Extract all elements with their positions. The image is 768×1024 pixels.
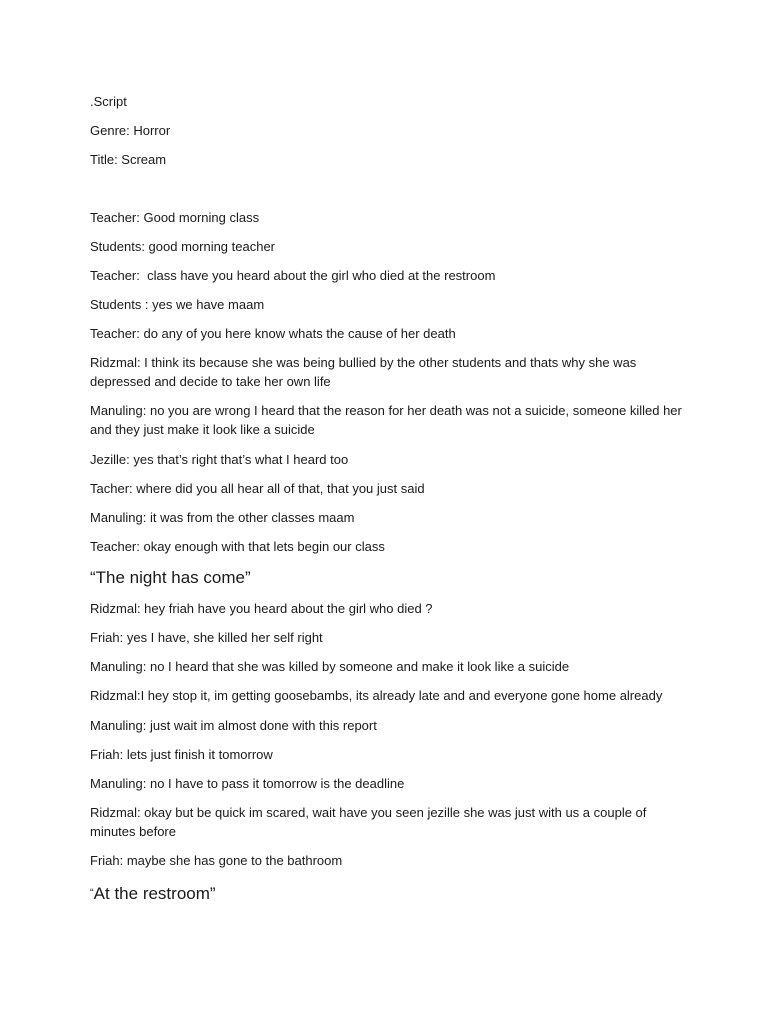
dialogue-line: Ridzmal: okay but be quick im scared, wait have you seen jezille she was just with us a couple of minutes before — [90, 805, 651, 839]
dialogue-line: Ridzmal: I think its because she was being bullied by the other students and thats why she was depressed and decide to take her own life — [90, 355, 640, 389]
dialogue-line: Students : yes we have maam — [90, 297, 265, 312]
doc-type-line: .Script — [90, 94, 127, 109]
dialogue-line: Teacher: class have you heard about the girl who died at the restroom — [90, 268, 496, 283]
dialogue-line: Manuling: it was from the other classes maam — [90, 510, 355, 525]
dialogue-line: Teacher: okay enough with that lets begin our class — [90, 539, 385, 554]
scene-heading — [90, 882, 690, 905]
dialogue-line: Students: good morning teacher — [90, 239, 276, 254]
dialogue-line: Ridzmal:I hey stop it, im getting goosebambs, its already late and and everyone gone home already — [90, 688, 663, 703]
dialogue-line: Manuling: just wait im almost done with this report — [90, 718, 377, 733]
dialogue-line: Manuling: no I have to pass it tomorrow is the deadline — [90, 776, 405, 791]
heading-text: At the restroom” — [93, 884, 216, 903]
dialogue-line: Friah: lets just finish it tomorrow — [90, 747, 273, 762]
dialogue-line: Teacher: do any of you here know whats the cause of her death — [90, 326, 456, 341]
title-line: Title: Scream — [90, 152, 167, 167]
dialogue-line: Jezille: yes that’s right that’s what I heard too — [90, 452, 349, 467]
heading-open-quote: “ — [90, 887, 94, 899]
dialogue-line: Teacher: Good morning class — [90, 210, 260, 225]
genre-line: Genre: Horror — [90, 123, 171, 138]
dialogue-line: Ridzmal: hey friah have you heard about the girl who died ? — [90, 601, 433, 616]
scene-heading: “The night has come” — [90, 568, 251, 587]
dialogue-line: Manuling: no you are wrong I heard that the reason for her death was not a suicide, someone killed her and they just make it look like a suicide — [90, 403, 686, 437]
dialogue-line: Friah: yes I have, she killed her self right — [90, 630, 323, 645]
dialogue-line: Friah: maybe she has gone to the bathroom — [90, 853, 343, 868]
dialogue-line: Manuling: no I heard that she was killed by someone and make it look like a suicide — [90, 659, 570, 674]
dialogue-line: Tacher: where did you all hear all of that, that you just said — [90, 481, 425, 496]
